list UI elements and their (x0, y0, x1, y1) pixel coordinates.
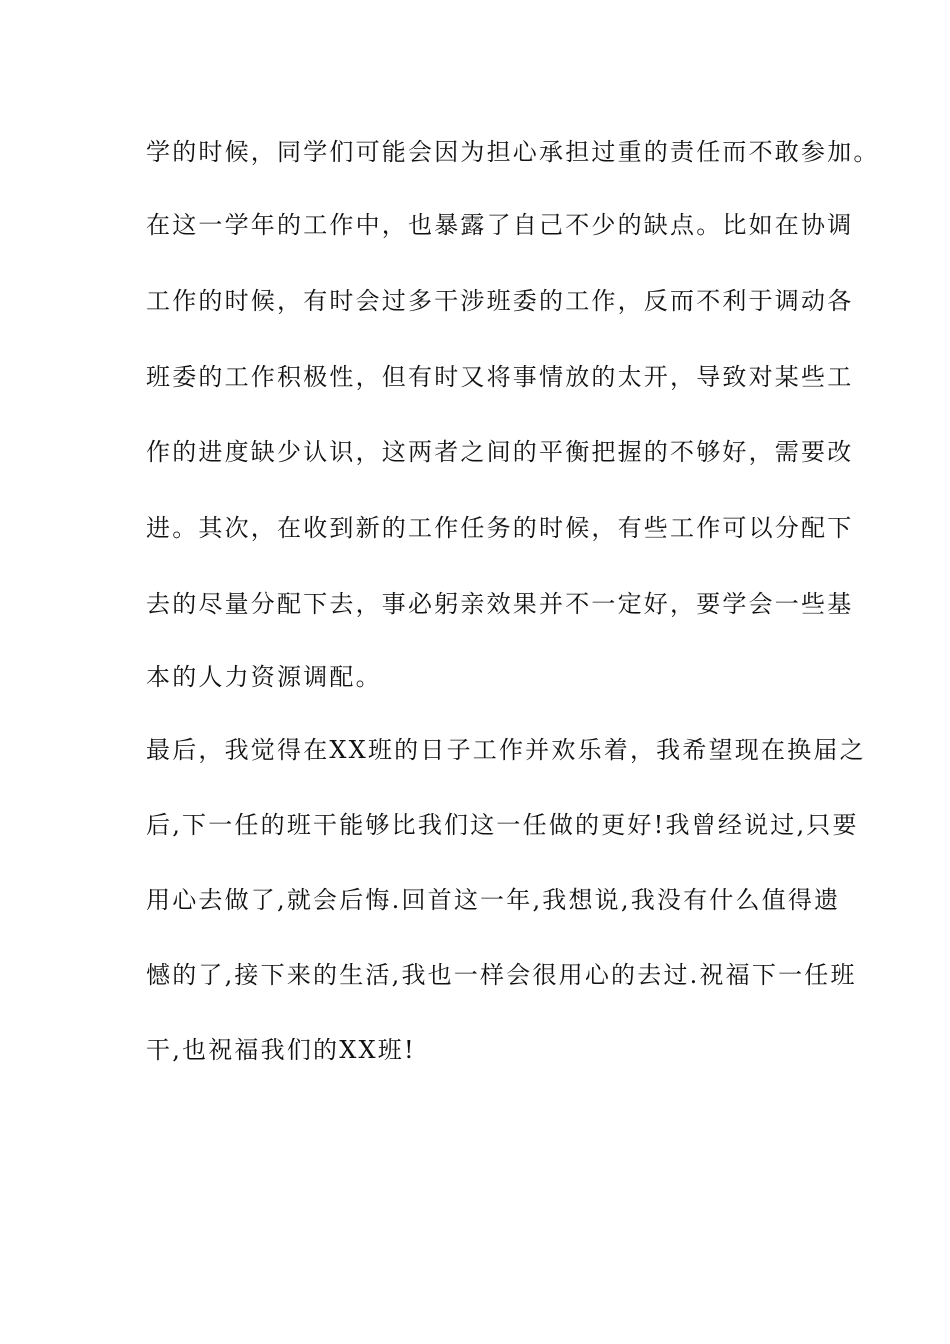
paragraph-3-line-5: 干,也祝福我们的XX班! (146, 1036, 416, 1064)
paragraph-3-line-4: 憾的了,接下来的生活,我也一样会很用心的去过.祝福下一任班 (146, 961, 857, 989)
paragraph-2-line-3: 班委的工作积极性，但有时又将事情放的太开，导致对某些工 (146, 363, 854, 391)
paragraph-2-line-7: 本的人力资源调配。 (146, 663, 382, 691)
paragraph-2-line-4: 作的进度缺少认识，这两者之间的平衡把握的不够好，需要改 (146, 438, 854, 466)
paragraph-2-line-2: 工作的时候，有时会过多干涉班委的工作，反而不利于调动各 (146, 287, 854, 315)
paragraph-1-line-1: 学的时候，同学们可能会因为担心承担过重的责任而不敢参加。 (146, 138, 880, 166)
paragraph-2-line-6: 去的尽量分配下去，事必躬亲效果并不一定好，要学会一些基 (146, 590, 854, 618)
paragraph-3-line-2: 后,下一任的班干能够比我们这一任做的更好!我曾经说过,只要 (146, 811, 859, 839)
paragraph-2-line-5: 进。其次，在收到新的工作任务的时候，有些工作可以分配下 (146, 514, 854, 542)
paragraph-3-line-3: 用心去做了,就会后悔.回首这一年,我想说,我没有什么值得遗 (146, 886, 841, 914)
paragraph-2-line-1: 在这一学年的工作中，也暴露了自己不少的缺点。比如在协调 (146, 211, 854, 239)
paragraph-3-line-1: 最后，我觉得在XX班的日子工作并欢乐着，我希望现在换届之 (146, 736, 866, 764)
